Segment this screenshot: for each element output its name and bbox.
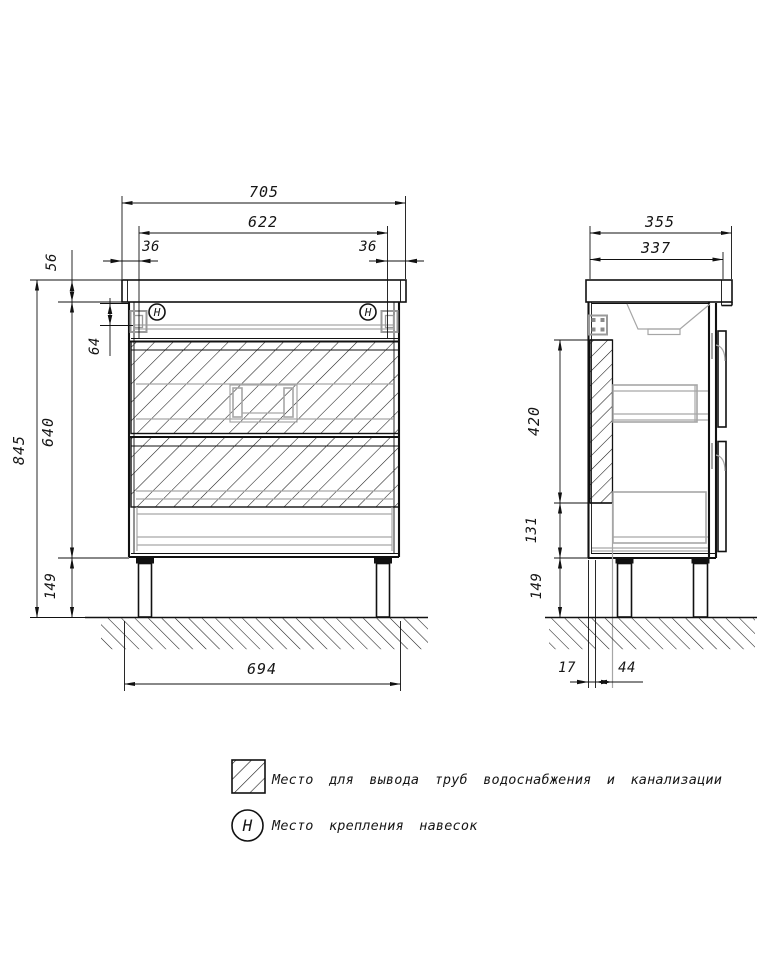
dim-total-height	[10, 280, 122, 618]
dim-mount-drop	[87, 298, 133, 356]
side-upper-drawer-front	[718, 331, 726, 427]
svg-text:694: 694	[246, 660, 278, 678]
svg-text:420: 420	[525, 405, 543, 437]
svg-text:64: 64	[87, 337, 103, 355]
front-leg-left	[139, 564, 152, 618]
mount-label: Место крепления навесок	[272, 818, 478, 834]
dim-leg-height-side	[529, 558, 560, 618]
front-countertop	[122, 280, 406, 302]
svg-text:149: 149	[43, 572, 59, 600]
front-leg-pad-right	[374, 558, 392, 564]
svg-text:131: 131	[524, 516, 540, 544]
side-countertop	[586, 280, 732, 302]
front-floor-hatch	[101, 618, 428, 649]
dim-body-height	[39, 302, 72, 558]
svg-text:36: 36	[142, 239, 160, 255]
side-leg-back	[618, 564, 632, 618]
svg-text:705: 705	[248, 183, 280, 201]
side-leg-front	[694, 564, 708, 618]
svg-text:337: 337	[640, 239, 672, 257]
mount-point-letter-right: H	[364, 306, 372, 320]
svg-text:149: 149	[529, 572, 545, 600]
side-leg-pad-left	[616, 558, 634, 564]
dim-back-gap-text: 17	[558, 660, 576, 676]
side-leg-pad-right	[692, 558, 710, 564]
front-drawer1-hatched	[131, 342, 399, 434]
dim-leg-height-front	[43, 558, 129, 618]
side-sink-bowl	[627, 304, 710, 335]
pipe-area-symbol	[232, 760, 265, 793]
svg-text:56: 56	[44, 253, 60, 271]
svg-text:845: 845	[10, 434, 28, 466]
svg-text:36: 36	[359, 239, 377, 255]
dim-pipe-zone-height	[525, 340, 590, 503]
dim-carcass-depth	[590, 239, 723, 279]
front-drawer2-hatched	[131, 437, 399, 507]
side-upper-drawer-box	[613, 385, 708, 422]
front-leg-pad-left	[136, 558, 154, 564]
svg-text:622: 622	[247, 213, 279, 231]
dim-bottom-gap	[524, 503, 590, 558]
legend	[232, 760, 722, 841]
dim-pipe-zone-depth-text: 44	[618, 660, 636, 676]
front-view	[85, 280, 428, 649]
svg-text:640: 640	[39, 416, 57, 448]
dim-mount-offset-left	[103, 239, 160, 263]
side-floor-hatch	[549, 618, 755, 649]
front-bottom-shelf	[137, 507, 392, 551]
pipe-area-label: Место для вывода труб водоснабжения и канализации	[272, 772, 723, 788]
dim-mount-width	[139, 213, 388, 302]
mount-symbol-letter: H	[242, 816, 253, 835]
dim-top-section-height	[44, 250, 129, 312]
svg-text:355: 355	[644, 213, 676, 231]
mount-point-letter-left: H	[153, 306, 161, 320]
front-leg-right	[377, 564, 390, 618]
dim-overall-width	[122, 183, 406, 279]
side-view	[545, 280, 757, 688]
side-pipe-zone-hatched	[590, 340, 613, 503]
dim-mount-offset-right	[358, 239, 424, 263]
